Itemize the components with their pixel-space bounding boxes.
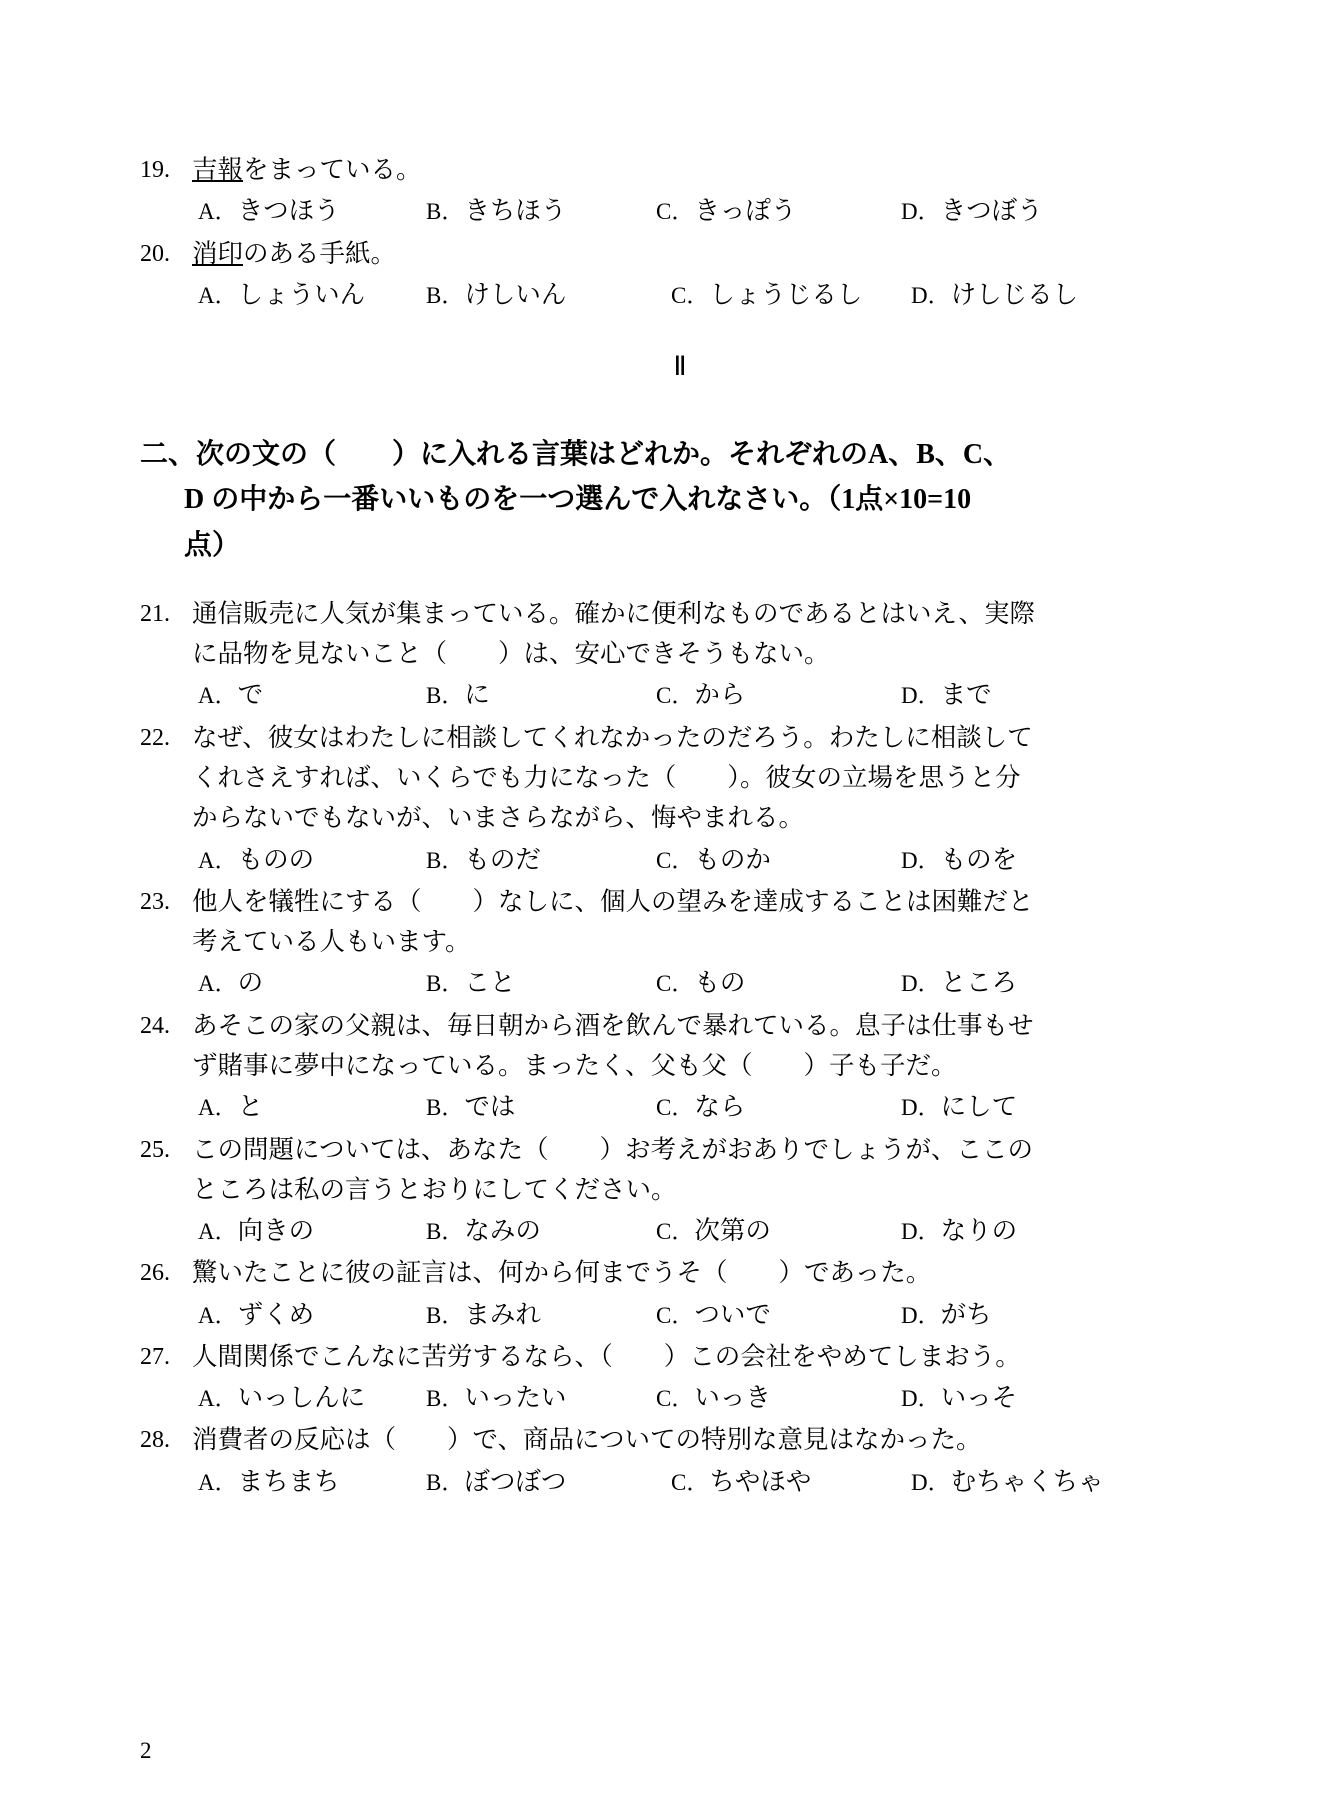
options-row [140,963,1221,1003]
question-text-rest: 驚いたことに彼の証言は、何から何までうそ（ ）であった。 [192,1258,932,1288]
question-text-rest: あそこの家の父親は、毎日朝から酒を飲んで暴れている。息子は仕事もせ [192,1010,1034,1040]
option-b-text: ぼつぼつ [464,1466,567,1496]
option-c[interactable] [656,1295,901,1335]
option-b[interactable] [426,840,656,880]
question-item [140,594,1221,716]
question-item [140,1006,1221,1128]
option-b-text: きちほう [464,196,567,226]
option-d-text: まで [940,680,992,710]
option-b[interactable] [426,275,671,315]
option-a-label: A． [198,1302,238,1328]
option-d-text: いっそ [940,1383,1018,1413]
option-b-text: こと [464,968,516,998]
option-b-label: B． [426,683,465,709]
option-d[interactable] [911,1462,1104,1502]
instruction-line-1: 二、次の文の（ ）に入れる言葉はどれか。それぞれのA、B、C、 [140,438,1012,470]
option-c-text: いっき [694,1383,771,1413]
question-text-line-2: くれさえすれば、いくらでも力になった（ ）。彼女の立場を思うと分 [192,762,1021,792]
option-a-label: A． [198,683,238,709]
option-b-text: では [464,1092,516,1122]
option-c[interactable] [656,191,901,231]
option-b-text: ものだ [464,844,541,874]
question-item [140,1253,1221,1335]
option-d-text: むちゃくちゃ [950,1466,1104,1496]
question-item [140,882,1221,1004]
question-item [140,1130,1221,1252]
option-b[interactable] [426,1211,656,1251]
option-a-label: A． [198,847,238,873]
option-c-text: しょうじるし [709,279,863,309]
option-b[interactable] [426,1462,671,1502]
option-a[interactable] [198,191,426,231]
option-d[interactable] [901,1211,1017,1251]
option-d[interactable] [911,275,1078,315]
option-d[interactable] [901,840,1017,880]
option-a[interactable] [198,275,426,315]
question-text-rest: なぜ、彼女はわたしに相談してくれなかったのだろう。わたしに相談して [192,722,1033,752]
question-text [192,1130,1221,1211]
section-instruction [140,432,1221,568]
option-a-text: の [237,968,264,998]
option-a[interactable] [198,1087,426,1127]
option-a-label: A． [198,1095,238,1121]
underlined-word: 消印 [192,238,244,268]
page-number: 2 [140,1738,152,1763]
option-b[interactable] [426,191,656,231]
options-row [140,840,1221,880]
option-d-text: けしじるし [950,279,1079,309]
option-d-label: D． [911,1469,951,1495]
question-text-line-2: ところは私の言うとおりにしてください。 [192,1174,677,1204]
option-b-label: B． [426,847,465,873]
option-d-label: D． [901,199,941,225]
option-c[interactable] [656,1087,901,1127]
options-row [140,275,1221,315]
option-a-label: A． [198,1386,238,1412]
question-text [192,234,1221,274]
option-d-text: ものを [940,844,1018,874]
option-d-label: D． [901,1219,941,1245]
option-c[interactable] [656,1211,901,1251]
option-d-label: D． [901,683,941,709]
option-c-text: ついで [694,1299,771,1329]
question-text-rest: 他人を犠牲にする（ ）なしに、個人の望みを達成することは困難だと [192,886,1034,916]
option-b[interactable] [426,1378,656,1418]
option-a-text: 向きの [237,1216,315,1246]
question-text [192,1253,1221,1293]
option-c[interactable] [671,1462,911,1502]
option-d-label: D． [901,847,941,873]
option-a-text: ずくめ [237,1299,315,1329]
question-number: 25. [140,1136,170,1163]
option-d[interactable] [901,1378,1017,1418]
question-text-rest: 消費者の反応は（ ）で、商品についての特別な意見はなかった。 [192,1425,982,1455]
option-a-text: ものの [237,844,315,874]
question-text-rest: のある手紙。 [243,238,397,268]
option-d-text: なりの [940,1216,1018,1246]
document-body [140,150,1221,1502]
option-c[interactable] [656,1378,901,1418]
option-c[interactable] [656,675,901,715]
option-b-text: いったい [464,1383,567,1413]
option-a-label: A． [198,1469,238,1495]
options-row [140,1087,1221,1127]
option-b-text: まみれ [464,1299,541,1329]
question-text-rest: この問題については、あなた（ ）お考えがおありでしょうが、ここの [192,1134,1033,1164]
question-text [192,1337,1221,1377]
question-number: 24. [140,1012,170,1039]
option-c-text: ちやほや [709,1466,812,1496]
question-text [192,1420,1221,1460]
option-c-label: C． [656,1219,695,1245]
option-c-text: きっぽう [694,196,797,226]
option-c[interactable] [656,963,901,1003]
option-d-text: ところ [940,968,1018,998]
question-item [140,718,1221,880]
options-row [140,1462,1221,1502]
option-c-label: C． [671,282,710,308]
option-c-text: 次第の [694,1216,771,1246]
option-d[interactable] [901,675,992,715]
question-item [140,1337,1221,1419]
option-b[interactable] [426,1087,656,1127]
option-b-label: B． [426,1095,465,1121]
option-c-label: C． [656,1302,695,1328]
question-text-line-2: 考えている人もいます。 [192,927,471,957]
question-number: 22. [140,724,170,751]
option-d-text: にして [940,1092,1018,1122]
instruction-line-3: 点） [184,529,241,561]
option-c-label: C． [656,1095,695,1121]
question-text-line-2: に品物を見ないこと（ ）は、安心できそうもない。 [192,639,830,669]
options-row [140,1211,1221,1251]
option-b-label: B． [426,1219,465,1245]
question-number: 19. [140,157,170,183]
option-a-text: きつほう [237,196,340,226]
option-a-label: A． [198,1219,238,1245]
question-item [140,1420,1221,1502]
question-number: 27. [140,1343,170,1370]
option-a[interactable] [198,963,426,1003]
option-b[interactable] [426,1295,656,1335]
option-c-text: から [694,680,746,710]
option-d[interactable] [901,963,1017,1003]
option-a-label: A． [198,199,238,225]
option-c-text: ものか [694,844,771,874]
option-c-label: C． [656,683,695,709]
question-text-line-2: ず賭事に夢中になっている。まったく、父も父（ ）子も子だ。 [192,1050,957,1080]
question-text [192,718,1221,839]
option-c-label: C． [671,1469,710,1495]
option-b-label: B． [426,1469,465,1495]
option-b-label: B． [426,1386,465,1412]
option-a-text: しょういん [237,279,366,309]
option-d[interactable] [901,1295,992,1335]
option-d-label: D． [901,971,941,997]
option-a-label: A． [198,282,238,308]
option-c-label: C． [656,199,695,225]
question-number: 20. [140,240,170,267]
underlined-word: 吉報 [192,155,244,184]
option-d-label: D． [901,1386,941,1412]
option-b-label: B． [426,971,465,997]
question-text-rest: をまっている。 [243,155,422,184]
option-d-text: がち [940,1299,992,1329]
option-d[interactable] [901,191,1043,231]
option-a-label: A． [198,971,238,997]
option-a[interactable] [198,675,426,715]
option-d[interactable] [901,1087,1017,1127]
option-c[interactable] [671,275,911,315]
option-d-text: きつぼう [940,196,1043,226]
question-text-rest: 通信販売に人気が集まっている。確かに便利なものであるとはいえ、実際 [192,598,1036,628]
question-number: 23. [140,888,170,915]
option-b-label: B． [426,282,465,308]
question-text [192,1006,1221,1087]
option-c-text: もの [694,968,746,998]
option-a[interactable] [198,1211,426,1251]
question-text-line-3: からないでもないが、いまさらながら、悔やまれる。 [192,803,805,833]
option-b[interactable] [426,963,656,1003]
option-b-text: けしいん [464,279,567,309]
section-mark: Ⅱ [673,351,688,382]
option-b-text: なみの [464,1216,541,1246]
option-a-text: まちまち [237,1466,340,1496]
question-number: 21. [140,600,170,627]
option-a-text: で [237,680,264,710]
instruction-line-2: D の中から一番いいものを一つ選んで入れなさい。（1点×10=10 [184,484,972,516]
question-text [192,882,1221,963]
option-a[interactable] [198,1462,426,1502]
options-row [140,1295,1221,1335]
options-row [140,1378,1221,1418]
question-item [140,234,1221,316]
question-text [192,150,1221,190]
question-item [140,150,1221,232]
question-number: 28. [140,1427,170,1454]
options-row [140,675,1221,715]
option-a[interactable] [198,1295,426,1335]
option-d-label: D． [901,1302,941,1328]
options-row [140,191,1221,231]
option-a[interactable] [198,840,426,880]
option-b-label: B． [426,1302,465,1328]
option-c-label: C． [656,1386,695,1412]
option-d-label: D． [901,1095,941,1121]
option-c-text: なら [694,1092,746,1122]
question-text [192,594,1221,675]
option-c-label: C． [656,847,695,873]
question-number: 26. [140,1260,170,1287]
option-b[interactable] [426,675,656,715]
question-text-rest: 人間関係でこんなに苦労するなら、（ ）この会社をやめてしまおう。 [192,1341,1021,1371]
option-a-text: いっしんに [237,1383,366,1413]
option-a-text: と [237,1092,264,1122]
option-b-label: B． [426,199,465,225]
option-b-text: に [464,680,490,710]
option-a[interactable] [198,1378,426,1418]
option-c[interactable] [656,840,901,880]
option-d-label: D． [911,282,951,308]
option-c-label: C． [656,971,695,997]
